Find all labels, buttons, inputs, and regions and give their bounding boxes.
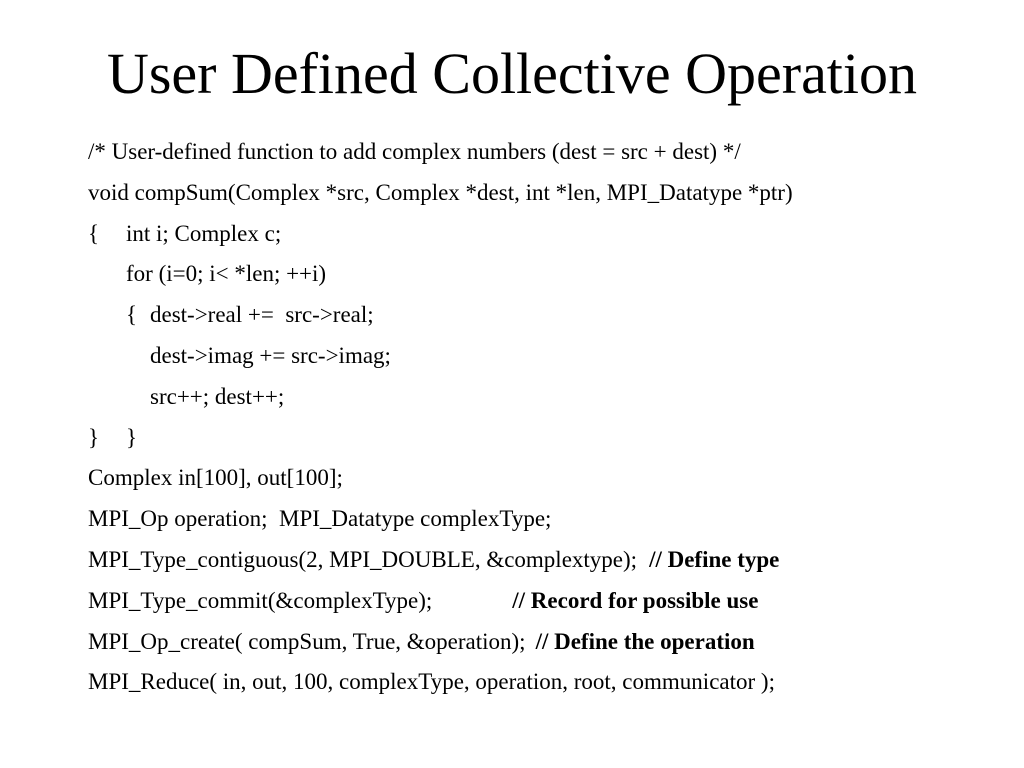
close-brace-inner: } <box>126 424 138 450</box>
slide-title: User Defined Collective Operation <box>106 41 918 106</box>
code-line-add-imag: dest->imag += src->imag; <box>150 342 391 368</box>
code-line-increment: src++; dest++; <box>150 383 285 409</box>
type-commit-call: MPI_Type_commit(&complexType); <box>88 587 433 613</box>
code-line-type-contiguous <box>88 540 1008 581</box>
code-line-complex-arrays: Complex in[100], out[100]; <box>88 465 343 491</box>
code-line-for-loop: for (i=0; i< *len; ++i) <box>126 261 327 287</box>
code-line-reduce: MPI_Reduce( in, out, 100, complexType, operation, root, communicator ); <box>88 669 775 695</box>
code-line-type-commit <box>88 581 1008 622</box>
add-real-text: dest->real += src->real; <box>150 302 374 328</box>
declarations-text: int i; Complex c; <box>126 220 282 246</box>
code-line-comment-header: /* User-defined function to add complex numbers (dest = src + dest) */ <box>88 139 741 164</box>
code-line-declarations <box>88 214 1008 255</box>
define-operation-comment: // Define the operation <box>535 628 755 654</box>
code-line-function-signature: void compSum(Complex *src, Complex *dest, int *len, MPI_Datatype *ptr) <box>88 179 793 205</box>
record-comment: // Record for possible use <box>512 587 759 613</box>
code-block <box>88 132 1008 703</box>
op-create-call: MPI_Op_create( compSum, True, &operation); <box>88 628 526 654</box>
loop-open-brace: { <box>126 302 138 328</box>
code-line-op-create <box>88 622 1008 663</box>
define-type-comment: // Define type <box>649 546 780 572</box>
type-contiguous-call: MPI_Type_contiguous(2, MPI_DOUBLE, &complextype); <box>88 546 638 572</box>
open-brace: { <box>88 220 100 246</box>
code-line-add-real <box>88 295 1008 336</box>
close-brace-outer: } <box>88 424 100 450</box>
code-line-op-declaration: MPI_Op operation; MPI_Datatype complexType; <box>88 506 552 532</box>
code-line-close-braces <box>88 418 1008 459</box>
